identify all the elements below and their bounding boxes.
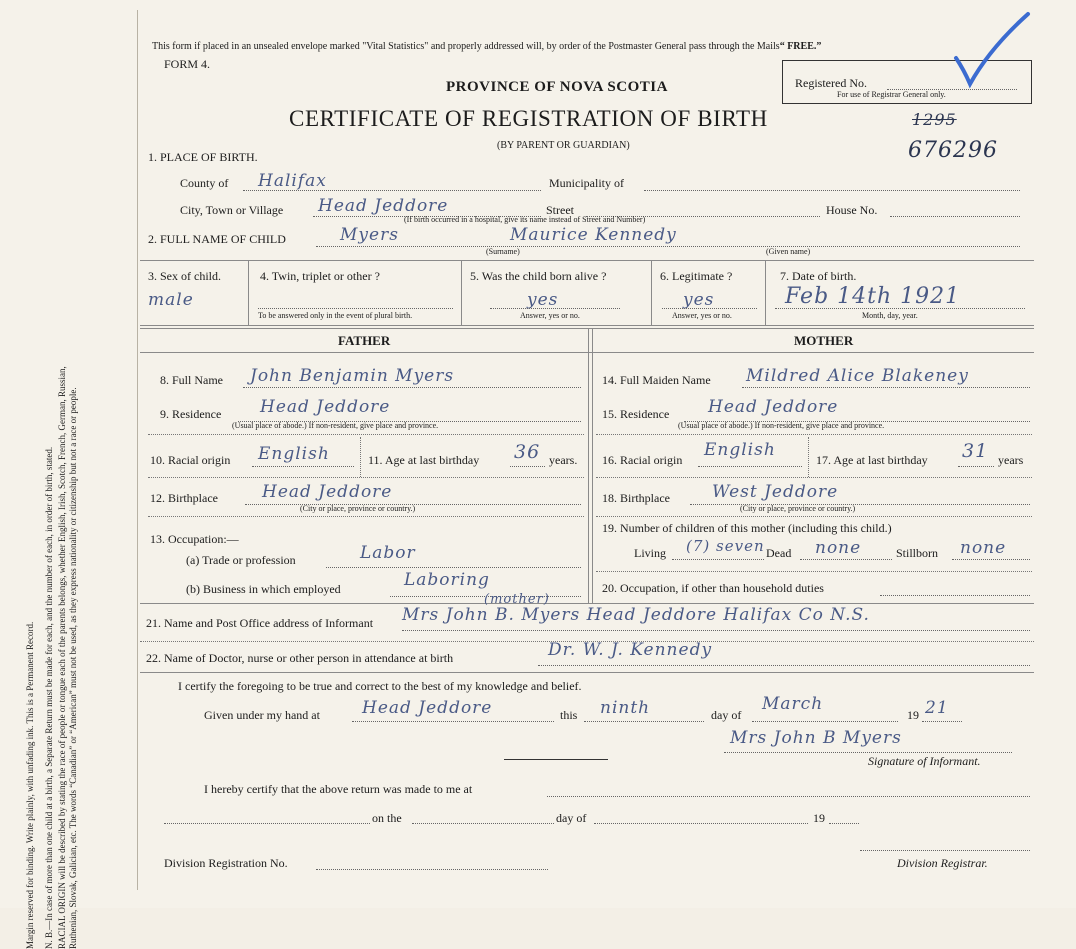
stillborn-value: none (960, 538, 1007, 558)
twin-label: 4. Twin, triplet or other ? (260, 269, 380, 283)
registered-label: Registered No. (795, 76, 867, 90)
father-name-label: 8. Full Name (160, 373, 223, 387)
division-registrar-label: Division Registrar. (897, 856, 988, 870)
mother-race: English (704, 440, 776, 460)
city-value: Head Jeddore (318, 196, 449, 216)
alive-note: Answer, yes or no. (520, 311, 580, 320)
municipality-label: Municipality of (549, 176, 624, 190)
given-place: Head Jeddore (362, 698, 493, 718)
father-residence-note: (Usual place of abode.) If non-resident, give place and province. (232, 421, 439, 430)
alive-value: yes (527, 290, 559, 310)
check-mark-icon (950, 8, 1040, 92)
signature-label: Signature of Informant. (868, 754, 981, 768)
father-race: English (258, 444, 330, 464)
margin-note: RACIAL ORIGIN will be described by stating the race of people or tongue each of the parents belongs, whether English, Irish, Scotch, French, German, Russian, (57, 366, 67, 949)
father-heading: FATHER (338, 333, 391, 348)
mother-age: 31 (962, 440, 989, 462)
struck-number: 1295 (912, 110, 957, 129)
given-under-label: Given under my hand at (204, 708, 320, 722)
occupation-label: 13. Occupation:— (150, 532, 239, 546)
dob-value: Feb 14th 1921 (785, 284, 961, 309)
county-label: County of (180, 176, 229, 190)
surname-note: (Surname) (486, 247, 520, 256)
year-value: 21 (925, 698, 949, 718)
mother-years: years (998, 453, 1024, 467)
street-label: Street (546, 203, 574, 217)
trade-label: (a) Trade or profession (186, 553, 296, 567)
division-registration-label: Division Registration No. (164, 856, 288, 870)
this-label: this (560, 708, 578, 722)
mother-residence: Head Jeddore (708, 397, 839, 417)
margin-note: Ruthenian, Slovak, Galician, etc. The words “Canadian” or “American” must not be used, as they express nationality or citizenship but not a race or people. (68, 387, 78, 949)
father-years: years. (549, 453, 578, 467)
mother-name: Mildred Alice Blakeney (746, 366, 969, 386)
day-of-label-2: day of (556, 811, 587, 825)
place-of-birth-label: 1. PLACE OF BIRTH. (148, 150, 258, 164)
living-value: (7) seven (686, 537, 765, 555)
certify-statement: I certify the foregoing to be true and correct to the best of my knowledge and belief. (178, 679, 582, 693)
form-number: FORM 4. (164, 57, 211, 71)
father-birthplace-label: 12. Birthplace (150, 491, 218, 505)
legitimate-note: Answer, yes or no. (672, 311, 732, 320)
sex-value: male (148, 290, 194, 310)
dob-label: 7. Date of birth. (780, 269, 857, 283)
informant-label: 21. Name and Post Office address of Informant (146, 616, 374, 630)
child-given-name: Maurice Kennedy (510, 225, 677, 245)
father-age-label: 11. Age at last birthday (368, 453, 480, 467)
on-the-label: on the (372, 811, 402, 825)
mother-race-label: 16. Racial origin (602, 453, 683, 467)
father-age: 36 (514, 441, 541, 463)
dead-value: none (815, 538, 862, 558)
nineteen-label: 19 (813, 811, 825, 825)
mail-notice: This form if placed in an unsealed envelope marked "Vital Statistics" and properly addressed will, by order of the Postmaster General pass through the Mails“ FREE.” (152, 41, 822, 52)
house-number-label: House No. (826, 203, 878, 217)
father-race-label: 10. Racial origin (150, 453, 231, 467)
mother-heading: MOTHER (794, 333, 854, 348)
certificate-title: CERTIFICATE OF REGISTRATION OF BIRTH (289, 106, 768, 131)
county-value: Halifax (258, 171, 327, 191)
dead-label: Dead (766, 546, 792, 560)
mother-residence-note: (Usual place of abode.) If non-resident, give place and province. (678, 421, 885, 430)
sex-label: 3. Sex of child. (148, 269, 221, 283)
informant-mother-note: (mother) (484, 592, 550, 607)
margin-rule (137, 10, 138, 890)
trade-value: Labor (360, 543, 416, 563)
year-prefix: 19 (907, 708, 919, 722)
father-birthplace: Head Jeddore (262, 482, 393, 502)
doctor-label: 22. Name of Doctor, nurse or other person in attendance at birth (146, 651, 454, 665)
father-birthplace-note: (City or place, province or country.) (300, 504, 416, 513)
margin-note: N. B.—In case of more than one child at a birth, a Separate Return must be made for each, and the number of each, in order of birth, stated. (44, 446, 54, 949)
twin-note: To be answered only in the event of plural birth. (258, 311, 413, 320)
father-residence-label: 9. Residence (160, 407, 222, 421)
doctor-value: Dr. W. J. Kennedy (548, 640, 713, 660)
hospital-note: (If birth occurred in a hospital, give its name instead of Street and Number) (404, 215, 646, 224)
mother-age-label: 17. Age at last birthday (816, 453, 928, 467)
registration-number: 676296 (908, 138, 998, 163)
month-value: March (762, 694, 824, 714)
dob-note: Month, day, year. (862, 311, 918, 320)
mother-name-label: 14. Full Maiden Name (602, 373, 711, 387)
certificate-subtitle: (BY PARENT OR GUARDIAN) (497, 140, 630, 151)
business-value: Laboring (404, 570, 490, 590)
father-residence: Head Jeddore (260, 397, 391, 417)
children-count-label: 19. Number of children of this mother (including this child.) (602, 521, 892, 535)
mother-occupation-label: 20. Occupation, if other than household duties (602, 581, 824, 595)
living-label: Living (634, 546, 666, 560)
business-label: (b) Business in which employed (186, 582, 341, 596)
given-name-note: (Given name) (766, 247, 811, 256)
day-value: ninth (600, 698, 651, 718)
child-surname: Myers (340, 225, 399, 245)
hereby-statement: I hereby certify that the above return was made to me at (204, 782, 473, 796)
legitimate-value: yes (683, 290, 715, 310)
margin-notes (25, 149, 79, 949)
stillborn-label: Stillborn (896, 546, 939, 560)
mother-birthplace-note: (City or place, province or country.) (740, 504, 856, 513)
father-name: John Benjamin Myers (250, 366, 455, 386)
informant-value: Mrs John B. Myers Head Jeddore Halifax Co N.S. (402, 605, 870, 625)
province-heading: PROVINCE OF NOVA SCOTIA (446, 79, 668, 95)
mother-birthplace-label: 18. Birthplace (602, 491, 670, 505)
alive-label: 5. Was the child born alive ? (470, 269, 607, 283)
mother-birthplace: West Jeddore (712, 482, 839, 502)
child-name-label: 2. FULL NAME OF CHILD (148, 232, 286, 246)
legitimate-label: 6. Legitimate ? (660, 269, 733, 283)
city-label: City, Town or Village (180, 203, 284, 217)
day-of-label: day of (711, 708, 742, 722)
margin-note: Margin reserved for binding. Write plainly, with unfading ink. This is a Permanent Record. (25, 621, 35, 949)
registrar-note: For use of Registrar General only. (837, 90, 946, 99)
mother-residence-label: 15. Residence (602, 407, 670, 421)
informant-signature: Mrs John B Myers (730, 728, 902, 748)
